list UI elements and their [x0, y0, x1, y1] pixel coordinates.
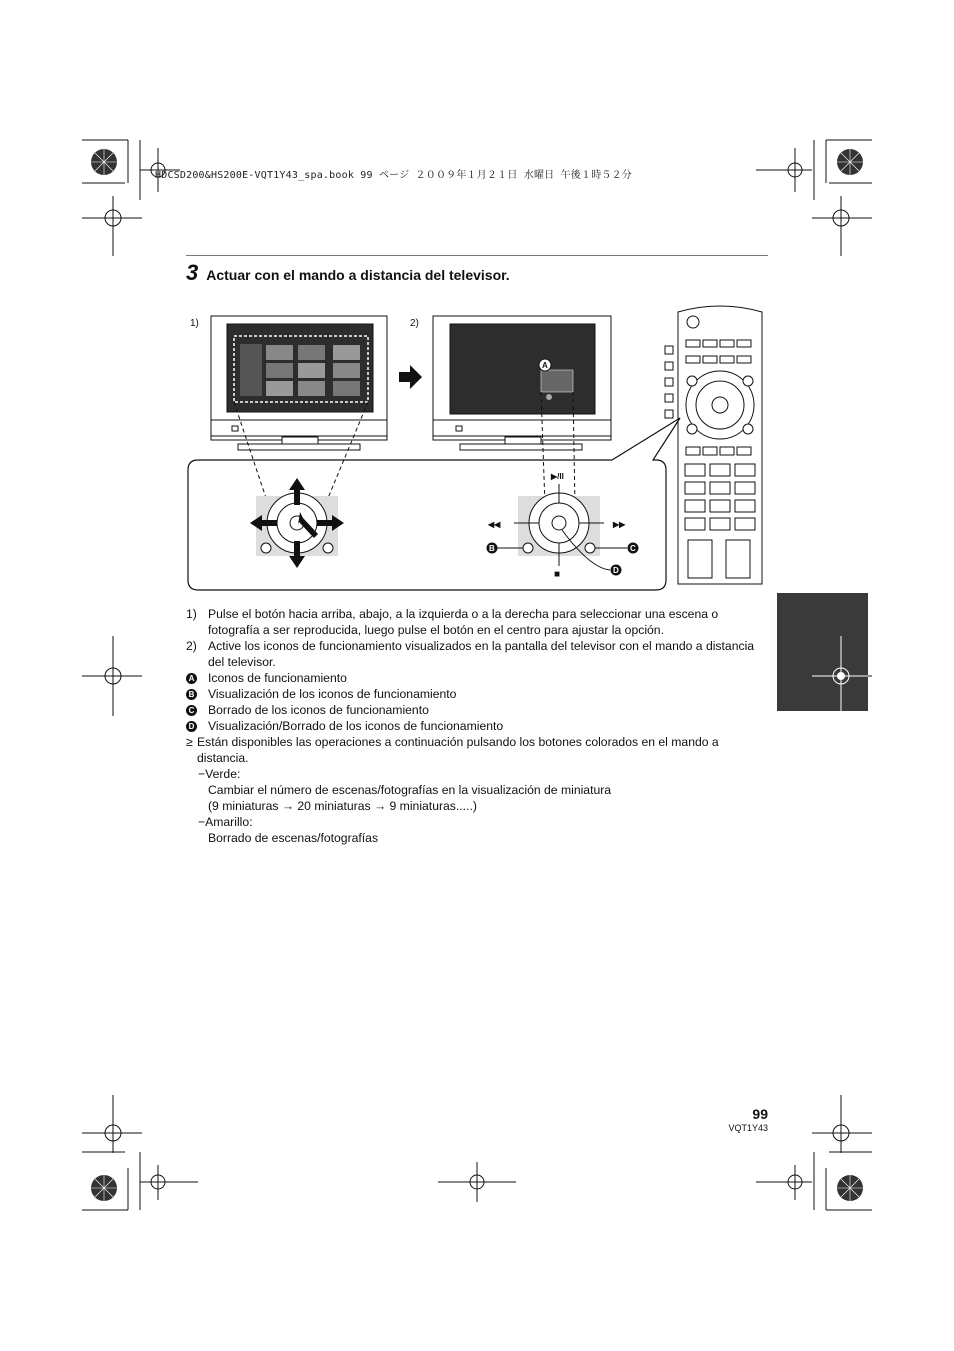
note-yellow-text: Borrado de escenas/fotografías	[208, 831, 379, 845]
forward-label: ▶▶	[613, 520, 626, 529]
legend-a: A Iconos de funcionamiento	[186, 670, 766, 686]
note-yellow: −Amarillo:	[198, 815, 253, 829]
book-header: HDCSD200&HS200E-VQT1Y43_spa.book 99 ページ ２００９年１月２１日 水曜日 午後１時５２分	[155, 170, 632, 181]
page-number: 99	[752, 1106, 768, 1122]
note-green-detail: (9 miniaturas → 20 miniaturas → 9 miniaturas.....)	[208, 799, 477, 813]
play-pause-label: ▶/II	[551, 472, 564, 481]
tv-remote-control	[665, 306, 762, 584]
marker-d: D	[613, 566, 619, 575]
step-title: Actuar con el mando a distancia del televisor.	[206, 267, 510, 283]
note-green-text: Cambiar el número de escenas/fotografías en la visualización de miniatura	[208, 783, 612, 797]
tv-thumbnail-screen	[211, 316, 387, 450]
instruction-2: 2) Active los iconos de funcionamiento visualizados en la pantalla del televisor con el mando a distancia del televisor.	[186, 639, 755, 669]
instructions-block	[186, 606, 766, 846]
page-code: VQT1Y43	[728, 1123, 768, 1133]
marker-c: C	[630, 544, 636, 553]
next-arrow-icon	[399, 365, 422, 389]
figure-label-1: 1)	[190, 318, 199, 329]
marker-a-screen: A	[542, 361, 548, 370]
marker-b: B	[489, 544, 495, 553]
instruction-1: 1) Pulse el botón hacia arriba, abajo, a la izquierda o a la derecha para seleccionar una escena o fotografía a ser reproducida, luego pulse el botón en el centro para ajustar la opción.	[186, 607, 719, 637]
note-green: −Verde:	[198, 767, 241, 781]
tv-playback-screen	[433, 316, 611, 450]
stop-label: ■	[554, 569, 561, 580]
note-bullet: ≥ Están disponibles las operaciones a continuación pulsando los botones colorados en el mando a distancia.	[186, 735, 719, 765]
step-number: 3	[186, 260, 199, 285]
figure-label-2: 2)	[410, 318, 419, 329]
legend-d: D Visualización/Borrado de los iconos de funcionamiento	[186, 718, 766, 734]
legend-c: C Borrado de los iconos de funcionamiento	[186, 702, 766, 718]
legend-b: B Visualización de los iconos de funcionamiento	[186, 686, 766, 702]
rewind-label: ◀◀	[488, 520, 501, 529]
